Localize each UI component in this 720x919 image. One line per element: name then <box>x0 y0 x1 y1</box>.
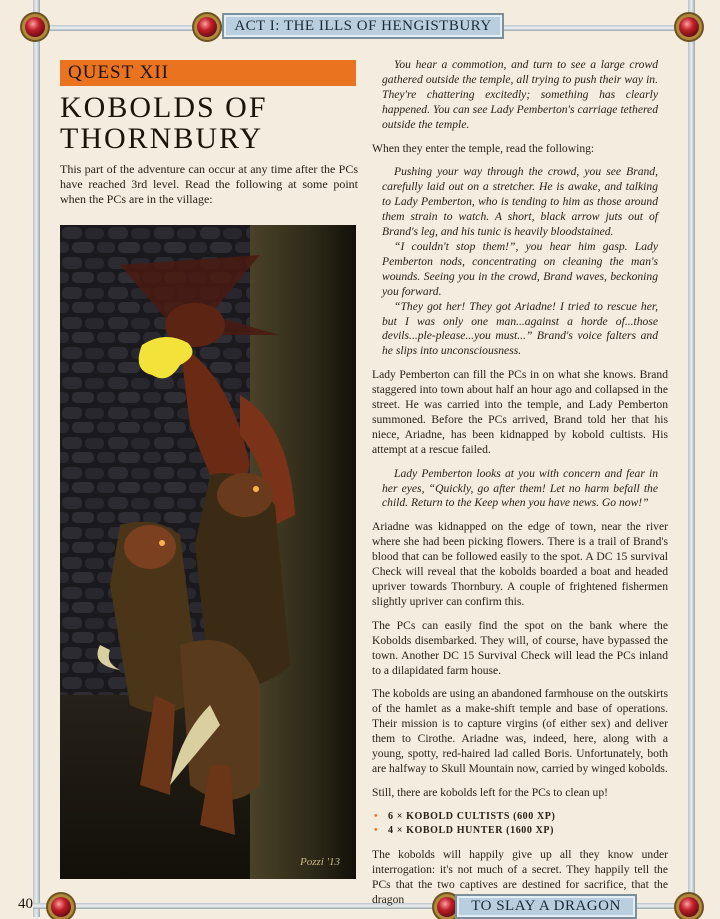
quest-title <box>60 92 360 154</box>
read-aloud-brand-plea: “They got her! They got Ariadne! I tried to rescue her, but I was only one man...against a horde of...those devils...ple-please...you must...” Brand's voice falters and he slips into unconsciousness. <box>382 299 658 358</box>
footer-banner: TO SLAY A DRAGON <box>455 894 637 919</box>
kobolds-illustration <box>60 225 356 879</box>
frame-right <box>688 0 695 917</box>
gem-bottom-right-icon <box>679 897 699 917</box>
right-column <box>372 58 668 916</box>
gem-bottom-left-icon <box>51 897 71 917</box>
gem-top-mid-icon <box>197 17 217 37</box>
encounter-list <box>372 810 668 838</box>
paragraph-farmhouse: The kobolds are using an abandoned farmhouse on the outskirts of the hamlet as a make-shift temple and base of operations. Their mission is to capture virgins (of either sex) and deliver them to Cirothe. Ariadne was, indeed, here, along with a young, spotty, red-haired lad called Boris. Unfortunately, both are halfway to Skull Mountain now, carried by winged kobolds. <box>372 687 668 775</box>
gem-top-right-icon <box>679 17 699 37</box>
intro-paragraph: This part of the adventure can occur at any time after the PCs have reached 3rd level. Read the following at some point when the PCs are in the village: <box>60 162 358 206</box>
paragraph-enter-temple: When they enter the temple, read the following: <box>372 141 595 155</box>
encounter-item: • 4 × KOBOLD HUNTER (1600 XP) <box>374 824 555 836</box>
paragraph-kidnapping: Ariadne was kidnapped on the edge of town, near the river where she had been picking flowers. There is a trail of Brand's blood that can be followed easily to the spot. A DC 15 survival Check will reveal that the kobolds boarded a boat and headed upriver towards Thornbury. A couple of frightened fishermen slightly upriver can confirm this. <box>372 520 668 608</box>
encounter-item: • 6 × KOBOLD CULTISTS (600 XP) <box>374 810 556 822</box>
kobolds-illustration-svg <box>60 225 356 879</box>
header-banner: ACT I: THE ILLS OF HENGISTBURY <box>222 13 504 39</box>
page-number: 40 <box>18 896 33 912</box>
bullet-icon: • <box>374 810 379 822</box>
artist-signature: Pozzi '13 <box>300 856 340 868</box>
paragraph-interrogation: The kobolds will happily give up all they know under interrogation: it's not much of a secret. They happily tell the PCs that the two captives are destined for sacrifice, that the dragon <box>372 847 668 906</box>
paragraph-pemberton-knows: Lady Pemberton can fill the PCs in on what she knows. Brand staggered into town about half an hour ago and collapsed in the street. He was carried into the temple, and Lady Pemberton summoned. Before the PCs arrived, Brand told her that his niece, Ariadne, has been kidnapped by kobold cultists. His attempt at a rescue failed. <box>372 368 668 456</box>
quest-label: QUEST XII <box>60 60 356 86</box>
bullet-icon: • <box>374 824 379 836</box>
read-aloud-brand-gasp: “I couldn't stop them!”, you hear him gasp. Lady Pemberton nods, concentrating on cleaning the man's wounds. Seeing you in the crowd, Brand waves, beckoning you forward. <box>382 239 658 298</box>
paragraph-riverbank: The PCs can easily find the spot on the bank where the Kobolds disembarked. They will, of course, have bypassed the town. Another DC 15 Survival Check will lead the PCs inland to a dilapidated farm house. <box>372 618 668 677</box>
read-aloud-pemberton: Lady Pemberton looks at you with concern and fear in her eyes, “Quickly, go after them! Let no harm befall the child. Return to the Keep when you have news. Go now!” <box>382 466 658 510</box>
read-aloud-commotion: You hear a commotion, and turn to see a large crowd gathered outside the temple, all trying to push their way in. They're chattering excitedly; something has clearly happened. You can see Lady Pemberton's carriage tethered outside the temple. <box>382 58 658 131</box>
paragraph-clean-up: Still, there are kobolds left for the PCs to clean up! <box>372 785 609 799</box>
quest-title-line2: THORNBURY <box>60 122 264 155</box>
frame-left <box>33 0 40 917</box>
gem-top-left-icon <box>25 17 45 37</box>
quest-title-line1: KOBOLDS OF <box>60 91 268 124</box>
read-aloud-brand: Pushing your way through the crowd, you see Brand, carefully laid out on a stretcher. He is awake, and talking to Lady Pemberton, who is tending to him as those around them strain to watch. A short, black arrow juts out of Brand's leg, and his tunic is heavily bloodstained. <box>382 165 658 239</box>
